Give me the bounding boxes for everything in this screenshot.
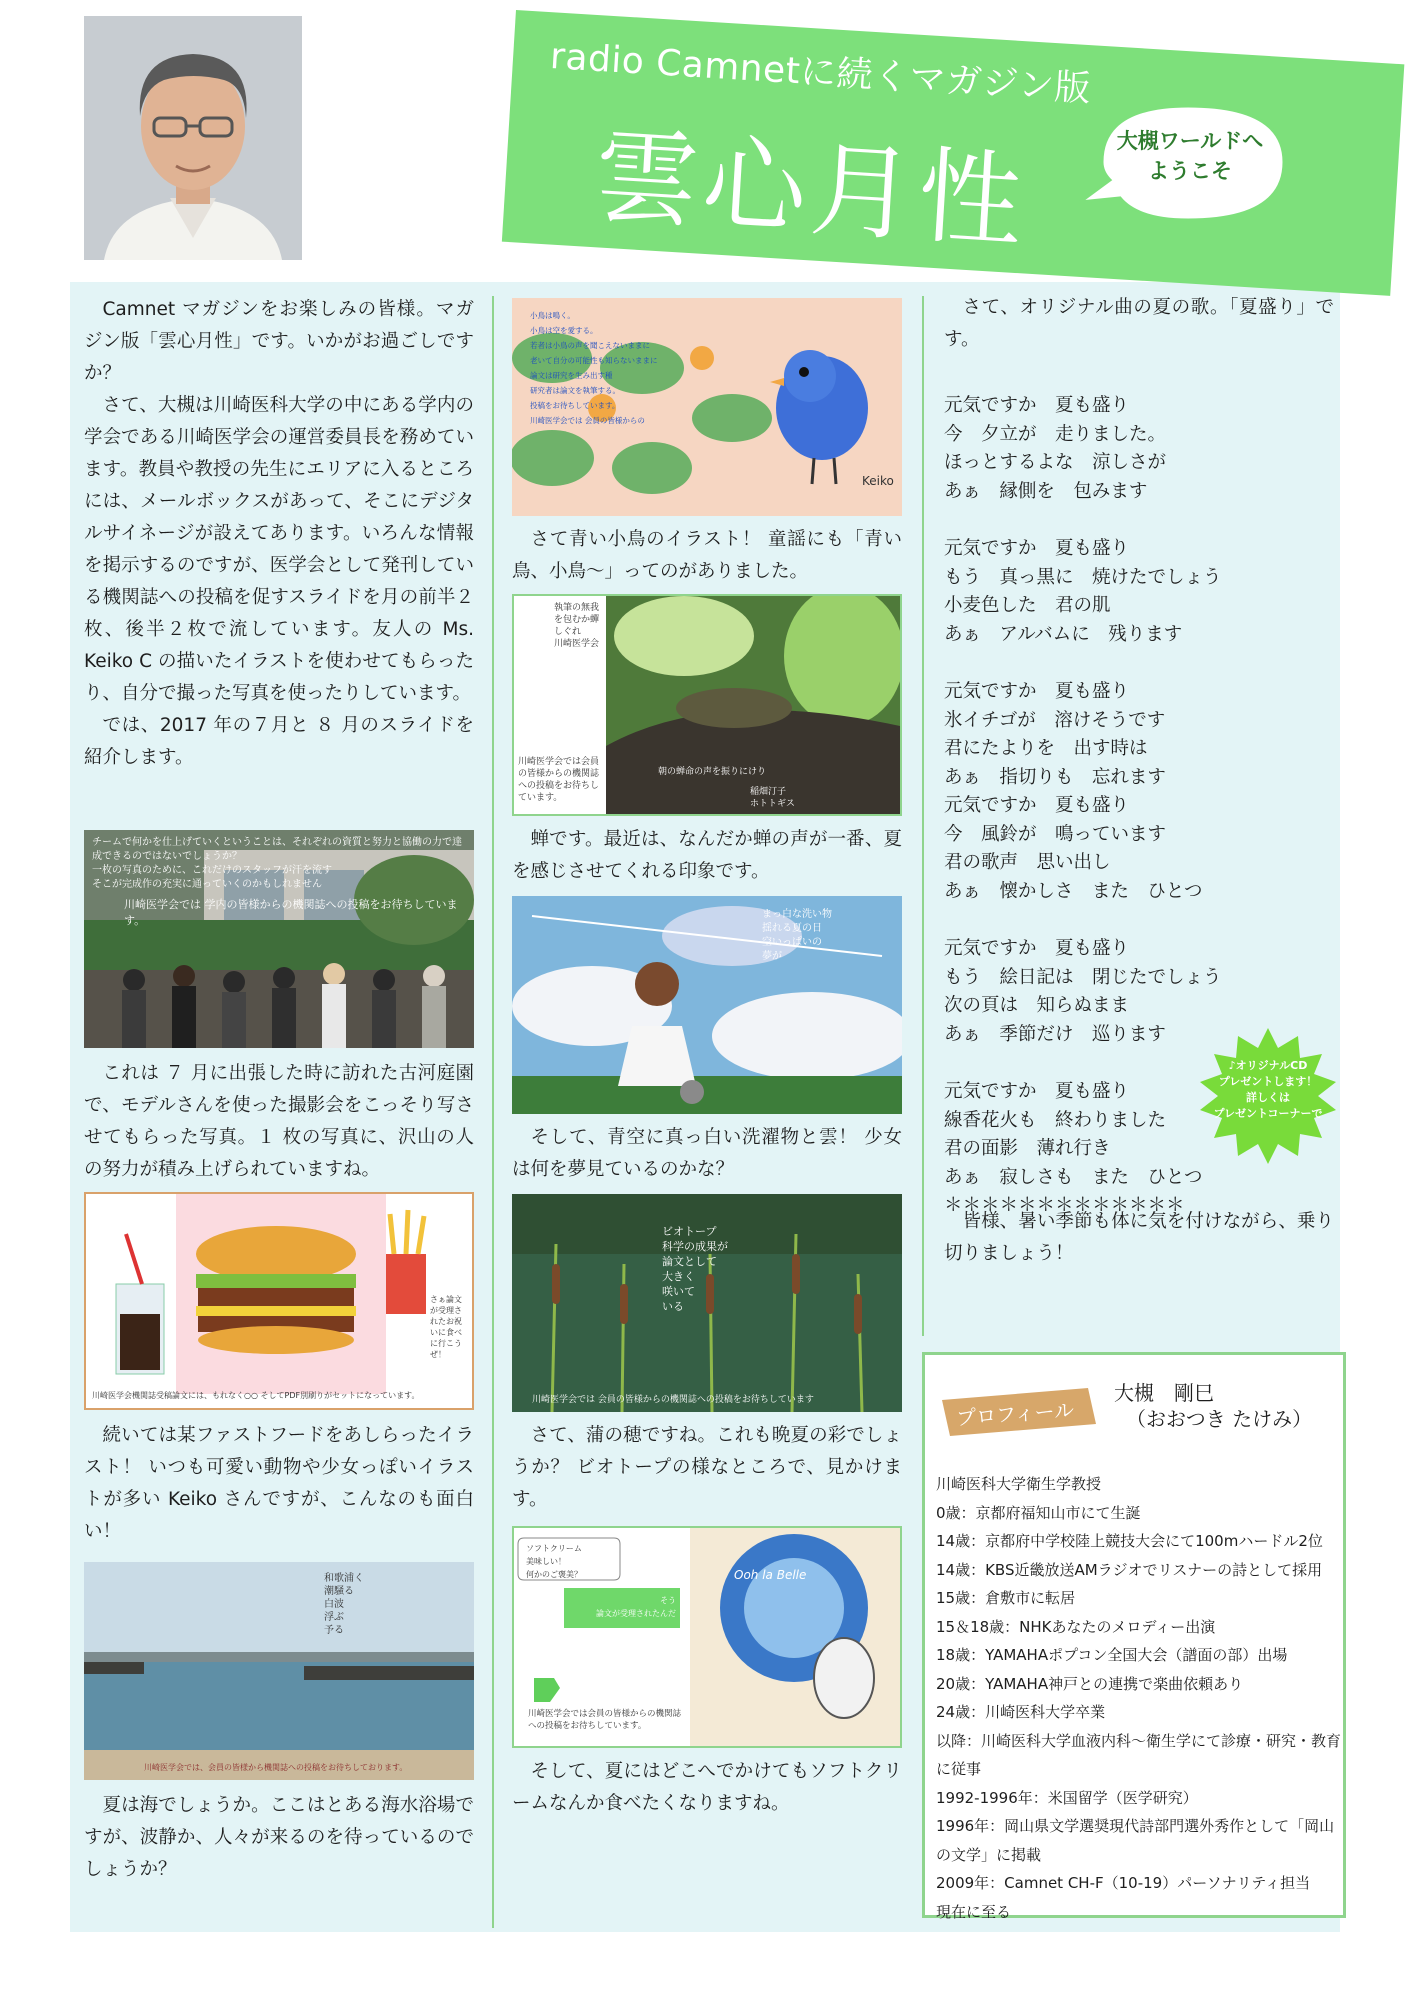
col2-para2-text: 蝉です。最近は、なんだか蝉の声が一番、夏を感じさせてくれる印象です。	[512, 829, 902, 882]
header-title: 雲心月性	[591, 114, 1030, 264]
col2-para5-text: そして、夏にはどこへでかけてもソフトクリームなんか食べたくなりますね。	[512, 1761, 902, 1814]
col1-intro	[84, 294, 474, 774]
illustration-blue-bird	[512, 298, 902, 516]
col3-closing	[944, 1206, 1334, 1270]
cream-note: 川崎医学会では会員の皆様からの機関誌への投稿をお待ちしています。	[528, 1709, 682, 1731]
profile-line: 24歳：川崎医科大学卒業	[936, 1703, 1106, 1721]
cicada-vertical: 執筆の無我を包むか蟬しぐれ 川崎医学会	[554, 603, 600, 649]
illustration-soft-cream	[512, 1526, 902, 1748]
song-verse-1: 元気ですか 夏も盛り 今 夕立が 走りました。 ほっとするよな 涼しさが あぁ 縁側を 包みます	[944, 395, 1167, 502]
profile-badge-label: プロフィール	[955, 1397, 1075, 1431]
burger-side-text: さぁ論文が受理されたお祝いに食べに行こうぜ！	[430, 1295, 462, 1359]
burger-caption: 川崎医学会機関誌受稿論文には、もれなく○○ そしてPDF別刷りがセットになっています。	[92, 1391, 420, 1400]
bird-text: 小鳥は鳴く。 小鳥は空を愛する。 若者は小鳥の声を聞こえないままに 老いて自分の可能性も知らないままに 論文は研究を生み出す種 研究者は論文を執筆する。 投稿をお待ちしています。 川崎医学会では 会員の皆様からの	[530, 311, 658, 425]
col2-para3	[512, 1122, 902, 1186]
cream-bubble-2: そう 論文が受理されたんだ	[596, 1596, 676, 1618]
garden-caption-top: チームで何かを仕上げていくということは、それぞれの資質と努力と協働の力で達成できるのではないでしょうか？ 一枚の写真のために、これだけのスタッフが汗を流す そこが完成作の充実に通っていくのかもしれません	[92, 837, 462, 890]
song-verse-4: 元気ですか 夏も盛り もう 絵日記は 閉じたでしょう 次の頁は 知らぬまま あぁ 季節だけ 巡ります	[944, 938, 1222, 1045]
laundry-text: まっ白な洗い物 揺れる夏の日 空いっぱいの 夢が	[762, 909, 832, 962]
cicada-note: 川崎医学会では会員の皆様からの機関誌への投稿をお待ちしています。	[518, 757, 600, 803]
cicada-signature: 稲畑汀子 ホトトギス	[750, 787, 795, 809]
col1-intro-p1: Camnet マガジンをお楽しみの皆様。マガジン版「雲心月性」です。いかがお過ごしですか？	[84, 299, 474, 384]
profile-line: 1992-1996年：米国留学（医学研究）	[936, 1788, 1198, 1807]
bird-signature: Keiko	[862, 474, 894, 488]
col1-intro-p2: さて、大槻は川崎医科大学の中にある学内の学会である川崎医学会の運営委員長を務めています。教員や教授の先生にエリアに入るところには、メールボックスがあって、そこにデジタルサイネージが設えてあります。いろんな情報を掲示するのですが、医学会として発刊している機関誌への投稿を促すスライドを月の前半２枚、後半２枚で流しています。友人の Ms. Keiko C の描いたイラストを使わせてもらったり、自分で撮った写真を使ったりしています。	[84, 395, 474, 704]
profile-line: 14歳：KBS近畿放送AMラジオでリスナーの詩として採用	[936, 1560, 1323, 1579]
profile-line: 1996年：岡山県文学選奨現代詩部門選外秀作として「岡山の文学」に掲載	[936, 1817, 1335, 1864]
author-portrait	[84, 16, 302, 260]
profile-line: 15歳：倉敷市に転居	[936, 1589, 1076, 1607]
photo-cicada	[512, 594, 902, 816]
col1-para2-text: 続いては某ファストフードをあしらったイラスト！ いつも可愛い動物や少女っぽいイラストが多い Keiko さんですが、こんなのも面白い！	[84, 1425, 474, 1542]
cream-bubble-1: ソフトクリーム 美味しい！ 何かのご褒美？	[526, 1544, 582, 1579]
profile-line: 現在に至る	[936, 1902, 1012, 1921]
cicada-caption: 朝の蝉命の声を振りにけり	[658, 767, 767, 777]
starburst-text: ♪オリジナルCD プレゼントします！ 詳しくは プレゼントコーナーで	[1213, 1059, 1323, 1120]
col2-para4-text: さて、蒲の穂ですね。これも晩夏の彩でしょうか？ ビオトープの様なところで、見かけます。	[512, 1425, 902, 1510]
cattail-caption: 川崎医学会では 会員の皆様からの機関誌への投稿をお待ちしています	[532, 1395, 814, 1405]
photo-garden-shoot	[84, 830, 474, 1048]
col1-para1	[84, 1058, 474, 1186]
profile-line: 0歳：京都府福知山市にて生誕	[936, 1503, 1141, 1522]
song-verse-5: 元気ですか 夏も盛り 線香花火も 終わりました 君の面影 薄れ行き あぁ 寂しさも また ひとつ ＊＊＊＊＊＊＊＊＊＊＊＊＊	[944, 1081, 1203, 1216]
col2-para1-text: さて青い小鳥のイラスト！ 童謡にも「青い鳥、小鳥～」ってのがありました。	[512, 529, 902, 582]
profile-line: 川崎医科大学衛生学教授	[936, 1475, 1102, 1493]
photo-sea	[84, 1562, 474, 1780]
profile-line: 15＆18歳：NHKあなたのメロディー出演	[936, 1617, 1216, 1636]
illustration-laundry-girl	[512, 896, 902, 1114]
sea-caption: 川崎医学会では、会員の皆様から機関誌への投稿をお待ちしております。	[144, 1763, 408, 1772]
song-verse-2: 元気ですか 夏も盛り もう 真っ黒に 焼けたでしょう 小麦色した 君の肌 あぁ アルバムに 残ります	[944, 538, 1222, 645]
garden-caption-mid: 川崎医学会では 学内の皆様からの機関誌への投稿をお待ちしています。	[124, 898, 458, 927]
column-divider-2	[922, 296, 924, 1336]
col1-para2	[84, 1420, 474, 1548]
illustration-burger	[84, 1192, 474, 1410]
column-divider-1	[492, 296, 494, 1928]
photo-cattails	[512, 1194, 902, 1412]
col3-intro	[944, 292, 1334, 356]
profile-line: 18歳：YAMAHAポプコン全国大会（譜面の部）出場	[936, 1646, 1288, 1664]
cream-art-text: Ooh la Belle	[734, 1568, 807, 1582]
col1-para3-text: 夏は海でしょうか。ここはとある海水浴場ですが、波静か、人々が来るのを待っているのでしょうか？	[84, 1795, 474, 1880]
col1-para3	[84, 1790, 474, 1886]
header-subtitle: radio Camnetに続くマガジン版	[549, 35, 1093, 110]
profile-line: 2009年：Camnet CH-F（10-19）パーソナリティ担当	[936, 1874, 1311, 1892]
profile-line: 以降：川崎医科大学血液内科～衛生学にて診療・研究・教育に従事	[936, 1731, 1342, 1778]
col1-intro-p3: では、2017 年の７月と ８ 月のスライドを紹介します。	[84, 715, 474, 768]
col3-intro-text: さて、オリジナル曲の夏の歌。「夏盛り」です。	[944, 297, 1334, 350]
profile-name	[1114, 1380, 1312, 1432]
col2-para2	[512, 824, 902, 888]
col2-para4	[512, 1420, 902, 1516]
profile-line: 20歳：YAMAHA神戸との連携で楽曲依頼あり	[936, 1674, 1244, 1693]
col2-para1	[512, 524, 902, 588]
bubble-text: 大槻ワールドへようこそ	[1116, 129, 1264, 183]
col2-para3-text: そして、青空に真っ白い洗濯物と雲！ 少女は何を夢見ているのかな？	[512, 1127, 902, 1180]
profile-list	[936, 1470, 1341, 1926]
cattail-text: ビオトープ 科学の成果が 論文として 大きく 咲いて いる	[662, 1225, 728, 1313]
profile-line: 14歳：京都府中学校陸上競技大会にて100mハードル2位	[936, 1532, 1323, 1550]
col1-para1-text: これは ７ 月に出張した時に訪れた古河庭園で、モデルさんを使った撮影会をこっそり写させてもらった写真。１ 枚の写真に、沢山の人の努力が積み上げられていますね。	[84, 1063, 474, 1180]
col2-para5	[512, 1756, 902, 1820]
sea-poem: 和歌浦く 潮騒る 白波 浮ぶ 予る	[324, 1573, 364, 1636]
profile-name-text: 大槻 剛巳	[1114, 1381, 1214, 1405]
col3-closing-text: 皆様、暑い季節も体に気を付けながら、乗り切りましょう！	[944, 1211, 1334, 1264]
song-verse-3: 元気ですか 夏も盛り 氷イチゴが 溶けそうです 君にたよりを 出す時は あぁ 指切りも 忘れます 元気ですか 夏も盛り 今 風鈴が 鳴っています 君の歌声 思い出し あぁ 懐かしさ また ひとつ	[944, 681, 1203, 902]
profile-name-reading: （おおつき たけみ）	[1126, 1407, 1313, 1431]
